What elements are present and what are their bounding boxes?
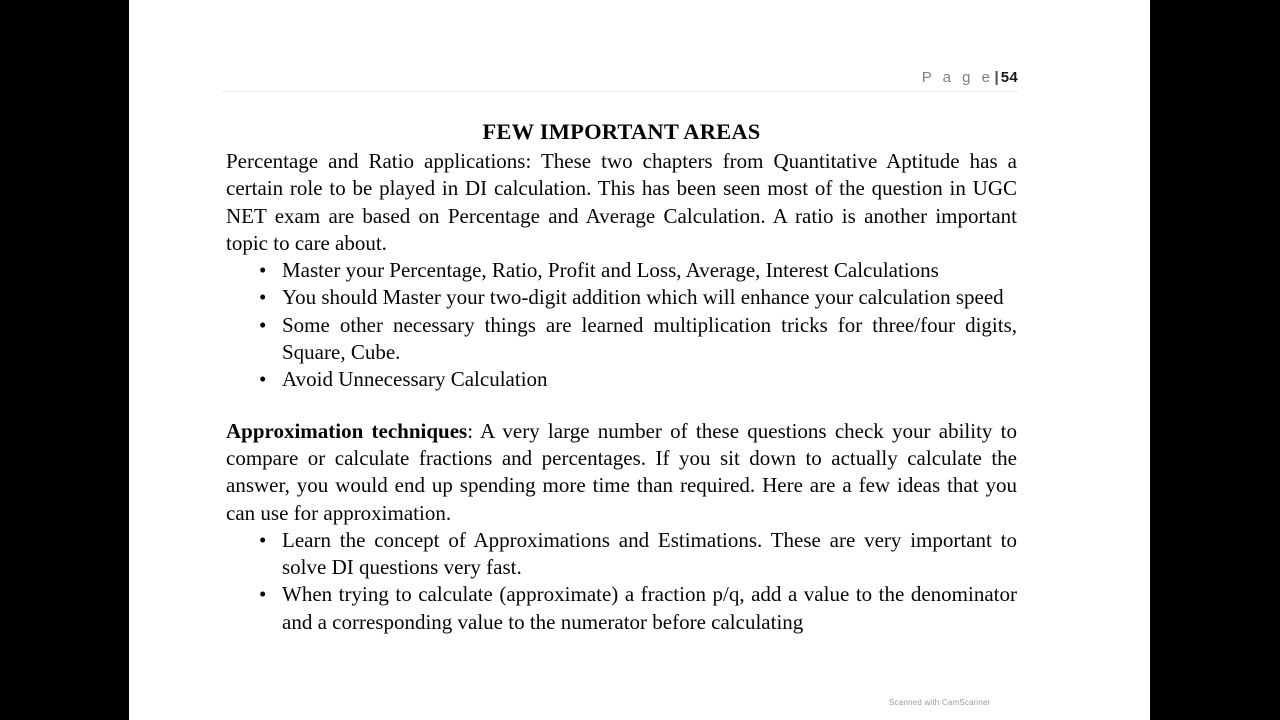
- list-item: [226, 257, 1017, 284]
- list-item: [226, 527, 1017, 582]
- page-header: [222, 68, 1018, 92]
- letterbox-left: [0, 0, 129, 720]
- paragraph-approximation-techniques: [226, 418, 1017, 527]
- bullet-icon: •: [259, 527, 267, 552]
- page-content: [226, 118, 1017, 636]
- page-header-label: P a g e: [921, 69, 994, 86]
- bullet-icon: •: [259, 285, 267, 310]
- scanned-page: [129, 0, 1150, 720]
- bullet-icon: •: [259, 312, 267, 337]
- bullet-icon: •: [259, 367, 267, 392]
- list-item: [226, 366, 1017, 393]
- page-header-separator: |: [994, 69, 999, 86]
- camscanner-watermark: Scanned with CamScanner: [889, 698, 991, 707]
- letterbox-right: [1150, 0, 1280, 720]
- bullet-list-percentage-ratio: [226, 257, 1017, 393]
- list-item: [226, 312, 1017, 367]
- list-item-text: Avoid Unnecessary Calculation: [282, 367, 548, 392]
- list-item-text: Learn the concept of Approximations and Estimations. These are very important to solve DI questions very fast.: [282, 527, 1017, 580]
- list-item-text: When trying to calculate (approximate) a fraction p/q, add a value to the denominator and a corresponding value to the numerator before calculating: [282, 582, 1017, 634]
- page-title: FEW IMPORTANT AREAS: [482, 119, 761, 144]
- paragraph-spacer: [226, 394, 1017, 418]
- page-number: 54: [1000, 69, 1018, 86]
- list-item-text: You should Master your two-digit addition which will enhance your calculation speed: [282, 285, 1004, 310]
- bullet-icon: •: [259, 258, 267, 283]
- paragraph-percentage-ratio: Percentage and Ratio applications: These two chapters from Quantitative Aptitude has a certain role to be played in DI calculation. This has been seen most of the question in UGC NET exam are based on Percentage and Average Calculation. A ratio is another important topic to care about.: [226, 149, 1017, 255]
- list-item: [226, 581, 1017, 636]
- bullet-list-approximation: [226, 527, 1017, 636]
- list-item-text: Master your Percentage, Ratio, Profit and Loss, Average, Interest Calculations: [282, 258, 939, 283]
- bullet-icon: •: [259, 582, 267, 607]
- paragraph-body-text: : A very large number of these questions check your ability to compare or calculate fractions and percentages. If you sit down to actually calculate the answer, you would end up spending more time than required. Here are a few ideas that you can use for approximation.: [226, 418, 1017, 525]
- list-item: [226, 284, 1017, 311]
- list-item-text: Some other necessary things are learned multiplication tricks for three/four digits, Square, Cube.: [282, 312, 1017, 365]
- paragraph-lead-bold: Approximation techniques: [226, 418, 468, 443]
